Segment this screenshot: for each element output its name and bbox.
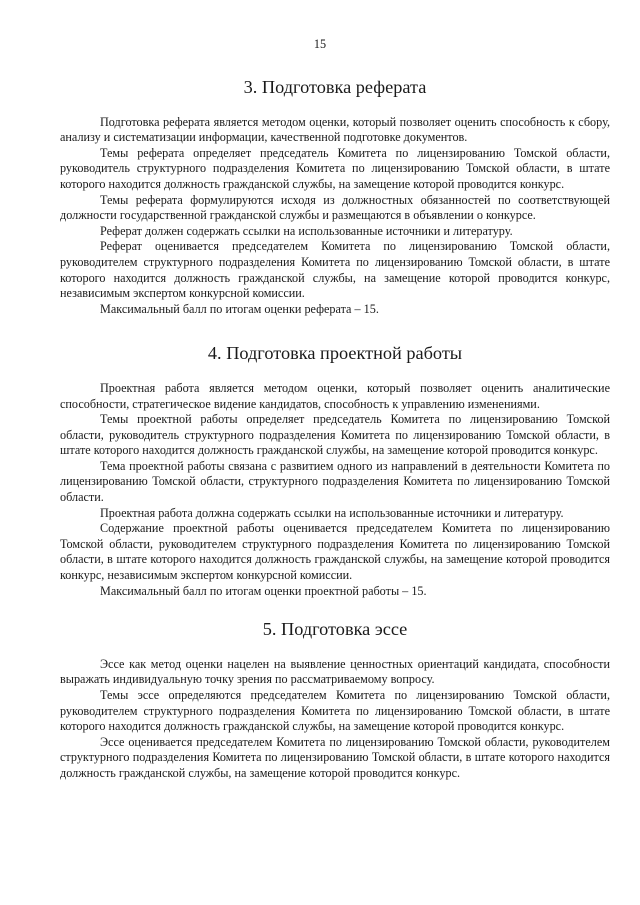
paragraph: Содержание проектной работы оценивается председателем Комитета по лицензированию Томской области, руководителем структурного подразделения Комитета по лицензированию Томской области, в штате которого находится должность гражданской службы, на замещение которой проводится конкурс, независимым экспертом конкурсной комиссии. [60, 521, 610, 583]
section-title: 5. Подготовка эссе [262, 619, 408, 640]
paragraph: Темы реферата определяет председатель Комитета по лицензированию Томской области, руководитель структурного подразделения Комитета по лицензированию Томской области, в штате которого находится должность гражданской службы, на замещение которой проводится конкурс. [60, 145, 610, 191]
paragraph: Проектная работа должна содержать ссылки на использованные источники и литературу. [100, 505, 564, 520]
paragraph: Проектная работа является методом оценки, который позволяет оценить аналитические способности, стратегическое видение кандидатов, способность к управлению изменениями. [60, 380, 610, 411]
paragraph: Максимальный балл по итогам оценки реферата – 15. [100, 301, 379, 316]
section-body [60, 115, 610, 318]
document-content [60, 77, 610, 782]
section-title: 4. Подготовка проектной работы [207, 343, 463, 364]
paragraph: Темы проектной работы определяет председатель Комитета по лицензированию Томской области, руководитель структурного подразделения Комитета по лицензированию Томской области, в штате которого находится должность гражданской службы, на замещение которой проводится конкурс. [60, 412, 610, 458]
section-referat [60, 77, 610, 317]
paragraph: Темы реферата формулируются исходя из должностных обязанностей по соответствующей должности государственной гражданской службы и размещаются в объявлении о конкурсе. [60, 192, 610, 223]
page-number: 15 [313, 37, 327, 51]
section-essay [60, 619, 610, 781]
paragraph: Темы эссе определяются председателем Комитета по лицензированию Томской области, руководителем структурного подразделения Комитета по лицензированию Томской области, в штате которого находится должность гражданской службы, на замещение которой проводится конкурс. [60, 688, 610, 734]
section-body [60, 657, 610, 782]
section-body [60, 381, 610, 599]
paragraph: Тема проектной работы связана с развитием одного из направлений в деятельности Комитета по лицензированию Томской области, структурного подразделения Комитета по лицензированию Томской области. [60, 458, 610, 505]
paragraph: Реферат должен содержать ссылки на использованные источники и литературу. [100, 223, 513, 238]
paragraph: Эссе как метод оценки нацелен на выявление ценностных ориентаций кандидата, способности выражать индивидуальную точку зрения по рассматриваемому вопросу. [60, 656, 610, 687]
section-title: 3. Подготовка реферата [243, 77, 427, 97]
paragraph: Эссе оценивается председателем Комитета по лицензированию Томской области, руководителем структурного подразделения Комитета по лицензированию Томской области, в штате которого находится должность гражданской службы, на замещение которой проводится конкурс. [60, 734, 610, 780]
paragraph: Максимальный балл по итогам оценки проектной работы – 15. [100, 583, 427, 598]
paragraph: Реферат оценивается председателем Комитета по лицензированию Томской области, руководителем структурного подразделения Комитета по лицензированию Томской области, в штате которого находится должность гражданской службы, на замещение которой проводится конкурс, независимым экспертом конкурсной комиссии. [60, 239, 610, 301]
paragraph: Подготовка реферата является методом оценки, который позволяет оценить способность к сбору, анализу и систематизации информации, качественной подготовке документов. [60, 114, 610, 145]
section-project-work [60, 343, 610, 599]
